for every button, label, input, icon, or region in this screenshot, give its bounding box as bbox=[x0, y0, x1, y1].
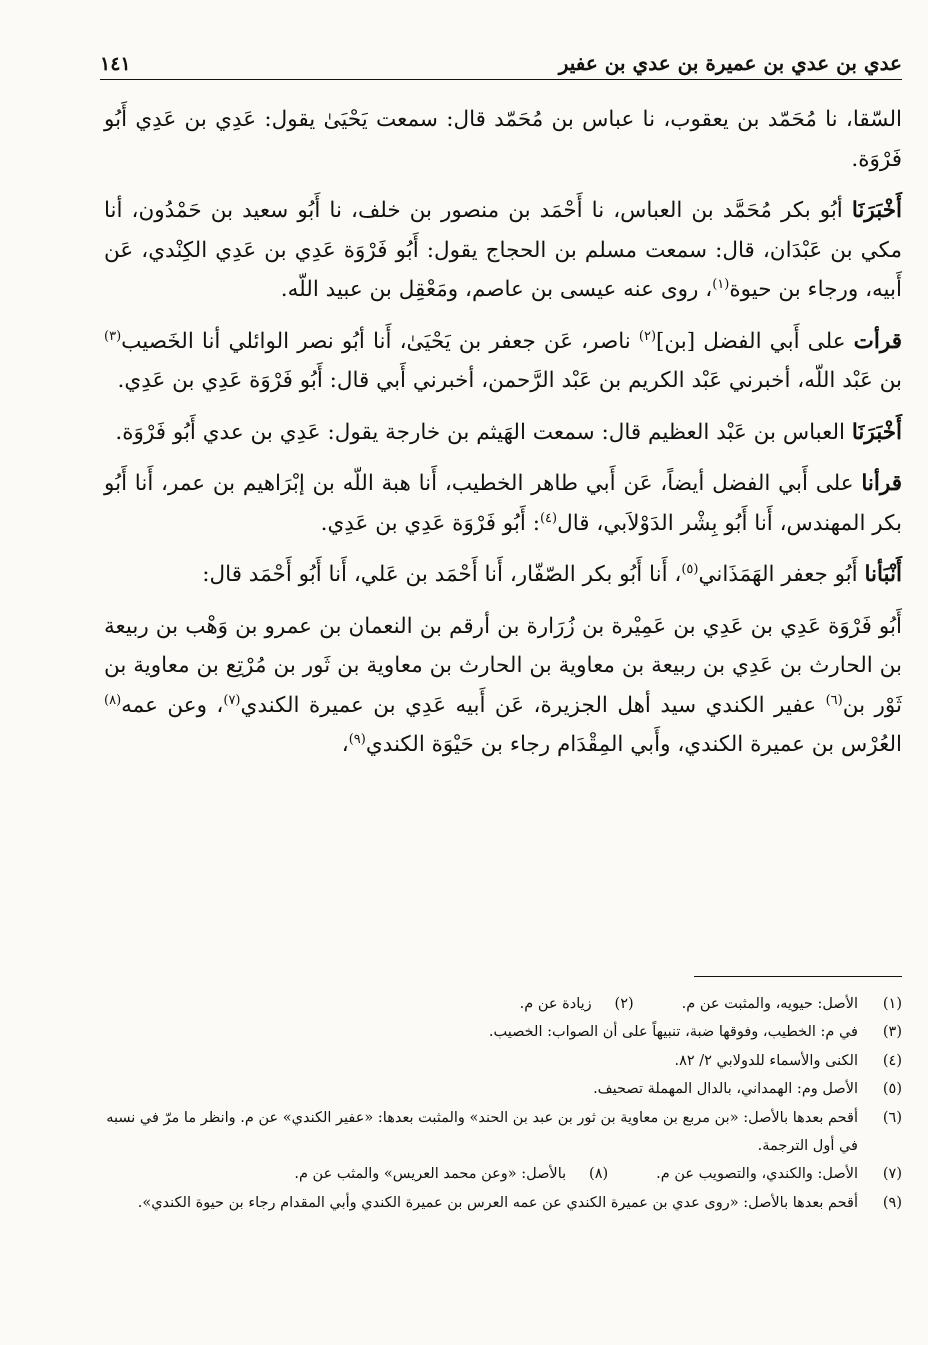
footnote-row bbox=[104, 990, 902, 1018]
footnote-text: بالأصل: «وعن محمد العريس» والمثب عن م. bbox=[294, 1166, 567, 1183]
footnote-text: أقحم بعدها بالأصل: «بن مربع بن معاوية بن ثور بن عبد بن الحند» والمثبت بعدها: «عفير الكندي» عن م. وانظر ما مرّ في نسبه في أول الترجمة. bbox=[106, 1109, 858, 1155]
footnote-text: الكنى والأسماء للدولابي ٢/ ٨٢. bbox=[674, 1052, 858, 1069]
footnote-8 bbox=[294, 1160, 608, 1188]
footnote-number: (١) bbox=[882, 996, 902, 1012]
text-run: العباس بن عَبْد العظيم قال: سمعت الهَيثم بن خارجة يقول: عَدِي بن عدي أَبُو فَرْوَة. bbox=[115, 419, 852, 445]
footnote-6 bbox=[104, 1104, 902, 1161]
running-title: عدي بن عدي بن عميرة بن عدي بن عفير bbox=[558, 51, 902, 75]
text-run: أَبُو جعفر الهَمَذَاني bbox=[698, 562, 865, 587]
text-run: على أَبي الفضل أيضاً، عَن أَبي طاهر الخطيب، أَنا هبة اللّه بن إبْرَاهيم بن عمر، أَنا أَبُو بكر المهندس، أَنا أَبُو بِشْر الدَوْلاَبي، قال bbox=[104, 471, 902, 536]
footnote-number: (٥) bbox=[882, 1081, 902, 1098]
running-head bbox=[100, 44, 902, 80]
text-run: عفير الكندي سيد أهل الجزيرة، عَن أَبيه عَدِي بن عميرة الكندي bbox=[240, 692, 826, 718]
footnote-4 bbox=[104, 1047, 902, 1075]
footnote-1 bbox=[682, 990, 902, 1018]
paragraph bbox=[104, 191, 902, 310]
footnote-reference: (٥) bbox=[681, 561, 699, 577]
footnote-number: (٣) bbox=[882, 1024, 902, 1041]
paragraph bbox=[104, 607, 902, 765]
footnote-text: أقحم بعدها بالأصل: «روى عدي بن عميرة الكندي عن عمه العرس بن عميرة الكندي وأبي المقدام رجاء بن حيوة الكندي». bbox=[137, 1194, 858, 1211]
paragraph-lead-word: قرأت bbox=[853, 328, 902, 354]
footnote-reference: (١) bbox=[712, 276, 730, 292]
text-run: ، وعن عمه bbox=[121, 692, 224, 718]
main-text bbox=[104, 100, 902, 777]
footnote-row bbox=[104, 1160, 902, 1188]
text-run: بن عَبْد اللّه، أخبرني عَبْد الكريم بن عَبْد الرَّحمن، أخبرني أَبي قال: أَبُو فَرْوَة عَدِي بن عَدِي. bbox=[117, 368, 902, 393]
footnote-separator bbox=[694, 976, 902, 977]
text-run: السّقا، نا مُحَمّد بن يعقوب، نا عباس بن مُحَمّد قال: سمعت يَحْيَىٰ يقول: عَدِي بن عَدِي أَبُو فَرْوَة. bbox=[104, 107, 902, 172]
paragraph bbox=[104, 322, 902, 401]
footnote-text: في م: الخطيب، وفوقها ضبة، تنبيهاً على أن الصواب: الخصيب. bbox=[488, 1024, 858, 1041]
footnote-reference: (٤) bbox=[539, 510, 558, 526]
footnote-reference: (٣) bbox=[104, 328, 122, 344]
footnotes bbox=[104, 990, 902, 1217]
paragraph bbox=[104, 464, 902, 543]
paragraph-lead-word: أَخْبَرَنَا bbox=[851, 198, 902, 223]
footnote-number: (٢) bbox=[614, 996, 634, 1012]
text-run: أبُو بكر مُحَمَّد بن العباس، نا أَحْمَد بن منصور بن خلف، نا أَبُو سعيد بن حَمْدُون، أنا مكي بن عَبْدَان، قال: سمعت مسلم بن الحجاج يقول: أَبُو فَرْوَة عَدِي بن عَدِي الكِنْدي، عَن أَبيه، ورجاء بن حيوة bbox=[104, 198, 902, 302]
text-run: ناصر، عَن جعفر بن يَحْيَىٰ، أَنا أبُو نصر الوائلي أنا الخَصيب bbox=[121, 328, 639, 354]
paragraph bbox=[104, 413, 902, 453]
footnote-reference: (٦) bbox=[825, 692, 843, 708]
footnote-number: (٦) bbox=[882, 1109, 902, 1126]
footnote-reference: (٨) bbox=[104, 692, 122, 708]
paragraph-lead-word: أَنْبَأنا bbox=[864, 562, 902, 587]
footnote-reference: (٧) bbox=[223, 692, 241, 708]
text-run: على أَبي الفضل [بن] bbox=[656, 328, 854, 354]
text-run: أَبُو فَرْوَة عَدِي بن عَدِي بن عَمِيْرة بن زُرَارة بن أرقم بن النعمان بن عمرو بن وَهْب بن ربيعة بن الحارث بن عَدِي بن ربيعة بن معاوية بن الحارث بن معاوية بن ثَور بن مُرْتِع بن معاوية بن ثَوْر بن bbox=[104, 613, 902, 718]
footnote-2 bbox=[520, 990, 634, 1018]
paragraph bbox=[104, 100, 902, 179]
page-number: ١٤١ bbox=[100, 53, 131, 75]
footnote-number: (٤) bbox=[882, 1052, 902, 1069]
footnote-number: (٨) bbox=[589, 1166, 609, 1183]
text-run: : أَبُو فَرْوَة عَدِي بن عَدِي. bbox=[320, 510, 540, 536]
text-run: ، روى عنه عيسى بن عاصم، ومَعْقِل بن عبيد اللّه. bbox=[280, 277, 713, 302]
paragraph bbox=[104, 555, 902, 595]
footnote-text: الأصل وم: الهمداني، بالدال المهملة تصحيف. bbox=[593, 1081, 858, 1098]
paragraph-lead-word: أَخْبَرَنَا bbox=[851, 419, 902, 445]
footnote-text: زيادة عن م. bbox=[519, 996, 592, 1012]
footnote-3 bbox=[104, 1018, 902, 1046]
footnote-text: الأصل: حيويه، والمثبت عن م. bbox=[681, 996, 858, 1012]
footnote-reference: (٩) bbox=[348, 731, 366, 747]
text-run: ، bbox=[341, 732, 349, 757]
text-run: ، أَنا أَبُو بكر الصّفّار، أَنا أَحْمَد بن عَلي، أَنا أَبُو أَحْمَد قال: bbox=[202, 562, 682, 587]
footnote-9 bbox=[104, 1189, 902, 1217]
footnote-number: (٧) bbox=[882, 1166, 902, 1183]
footnote-reference: (٢) bbox=[638, 328, 657, 344]
footnote-5 bbox=[104, 1075, 902, 1103]
footnote-number: (٩) bbox=[882, 1194, 902, 1211]
footnote-7 bbox=[656, 1160, 902, 1188]
footnote-text: الأصل: والكندي، والتصويب عن م. bbox=[656, 1166, 858, 1183]
text-run: العُرْس بن عميرة الكندي، وأَبي المِقْدَام رجاء بن حَيْوَة الكندي bbox=[365, 732, 902, 757]
paragraph-lead-word: قرأنا bbox=[861, 471, 902, 496]
